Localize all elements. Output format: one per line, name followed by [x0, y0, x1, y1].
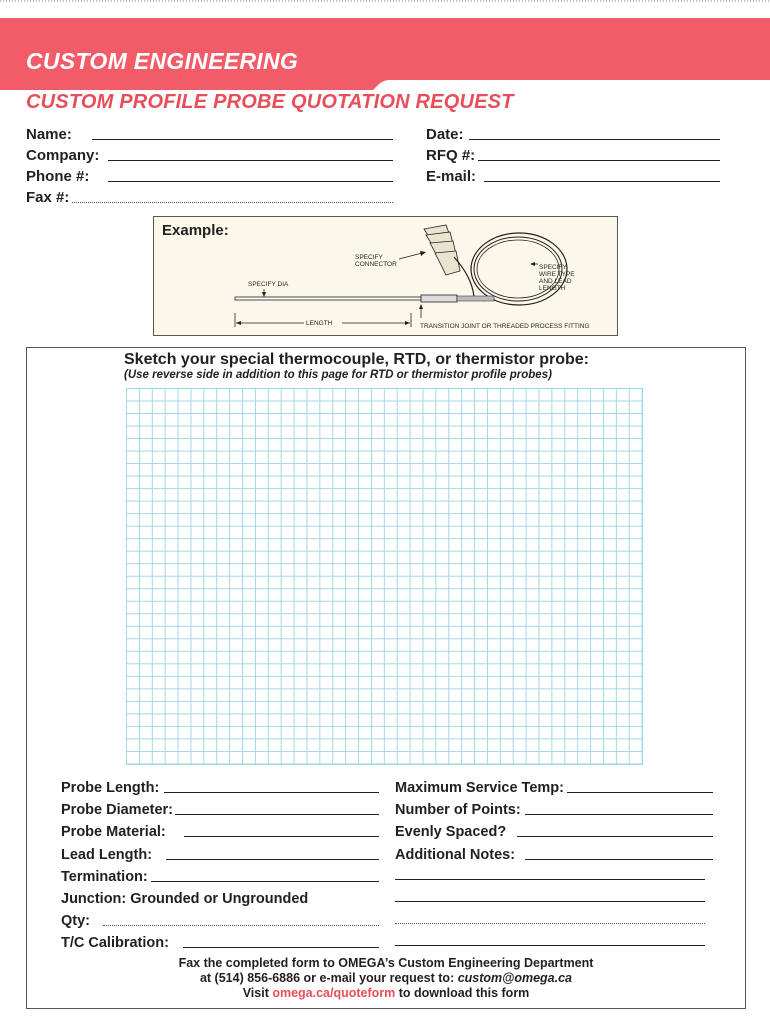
specify-connector-label: SPECIFY CONNECTOR	[355, 254, 397, 268]
max-service-temp-label: Maximum Service Temp:	[395, 780, 564, 796]
company-label: Company:	[26, 147, 100, 164]
termination-field[interactable]	[61, 865, 148, 885]
footer-line-2-text: at (514) 856-6886 or e-mail your request to:	[199, 971, 458, 985]
lead-length-label: Lead Length:	[61, 847, 153, 863]
rfq-input-line[interactable]	[478, 160, 720, 161]
example-diagram	[153, 216, 618, 336]
number-of-points-label: Number of Points:	[395, 802, 521, 818]
phone-input-line[interactable]	[108, 181, 393, 182]
probe-diameter-field[interactable]	[61, 798, 173, 818]
evenly-spaced-line[interactable]	[517, 836, 713, 837]
number-of-points-field[interactable]	[395, 798, 521, 818]
notes-line-4[interactable]	[395, 923, 705, 924]
notes-line-2[interactable]	[395, 879, 705, 880]
rfq-label: RFQ #:	[426, 147, 476, 164]
phone-label: Phone #:	[26, 168, 90, 185]
tc-calibration-label: T/C Calibration:	[61, 935, 169, 951]
phone-field[interactable]	[26, 165, 89, 185]
fax-input-line[interactable]	[72, 202, 393, 203]
additional-notes-line[interactable]	[525, 859, 713, 860]
probe-length-line[interactable]	[164, 792, 379, 793]
qty-label: Qty:	[61, 913, 90, 929]
sketch-title: Sketch your special thermocouple, RTD, or thermistor probe:	[124, 351, 589, 368]
evenly-spaced-field[interactable]	[395, 820, 506, 840]
junction-field[interactable]	[61, 887, 308, 907]
tc-calibration-field[interactable]	[61, 931, 169, 951]
junction-label: Junction: Grounded or Ungrounded	[61, 891, 309, 907]
quoteform-link[interactable]: omega.ca/quoteform	[272, 986, 396, 1000]
specify-wire-label: SPECIFY WIRE TYPE AND LEAD LENGTH	[539, 264, 575, 292]
date-field[interactable]	[426, 123, 464, 143]
fax-field[interactable]	[26, 186, 69, 206]
probe-material-line[interactable]	[184, 836, 379, 837]
footer-visit-text: Visit	[242, 986, 273, 1000]
specify-dia-label: SPECIFY DIA	[248, 281, 289, 288]
length-label: LENGTH	[306, 320, 333, 327]
fax-label: Fax #:	[26, 189, 70, 206]
email-field[interactable]	[426, 165, 476, 185]
termination-label: Termination:	[61, 869, 148, 885]
name-field[interactable]	[26, 123, 72, 143]
form-title: CUSTOM PROFILE PROBE QUOTATION REQUEST	[26, 91, 514, 113]
qty-line[interactable]	[103, 925, 379, 926]
additional-notes-field[interactable]	[395, 843, 515, 863]
footer-download-text: to download this form	[395, 986, 530, 1000]
transition-label: TRANSITION JOINT OR THREADED PROCESS FITTING	[420, 323, 590, 330]
date-label: Date:	[426, 126, 464, 143]
name-input-line[interactable]	[92, 139, 393, 140]
company-field[interactable]	[26, 144, 99, 164]
footer-line-1: Fax the completed form to OMEGA’s Custom Engineering Department	[178, 956, 594, 970]
date-input-line[interactable]	[469, 139, 720, 140]
lead-length-field[interactable]	[61, 843, 152, 863]
probe-material-field[interactable]	[61, 820, 166, 840]
probe-length-field[interactable]	[61, 776, 159, 796]
notes-line-3[interactable]	[395, 901, 705, 902]
footer-line-2	[27, 971, 745, 986]
notes-line-5[interactable]	[395, 945, 705, 946]
sketch-subtitle: (Use reverse side in addition to this page for RTD or thermistor profile probes)	[124, 369, 552, 381]
sketch-grid[interactable]	[126, 388, 643, 765]
qty-field[interactable]	[61, 909, 90, 929]
tc-calibration-line[interactable]	[183, 947, 379, 948]
max-service-temp-field[interactable]	[395, 776, 564, 796]
top-border	[0, 0, 770, 2]
sketch-section	[26, 347, 746, 1009]
probe-diameter-label: Probe Diameter:	[61, 802, 174, 818]
example-title: Example:	[162, 222, 229, 239]
lead-length-line[interactable]	[166, 859, 379, 860]
probe-material-label: Probe Material:	[61, 824, 166, 840]
footer-email-link[interactable]: custom@omega.ca	[457, 971, 573, 985]
number-of-points-line[interactable]	[525, 814, 713, 815]
max-service-temp-line[interactable]	[567, 792, 713, 793]
termination-line[interactable]	[151, 881, 379, 882]
probe-diameter-line[interactable]	[175, 814, 379, 815]
rfq-field[interactable]	[426, 144, 475, 164]
banner-title: CUSTOM ENGINEERING	[26, 48, 299, 74]
email-label: E-mail:	[426, 168, 477, 185]
footer-line-3	[27, 986, 745, 1001]
evenly-spaced-label: Evenly Spaced?	[395, 824, 507, 840]
name-label: Name:	[26, 126, 72, 143]
company-input-line[interactable]	[108, 160, 393, 161]
additional-notes-label: Additional Notes:	[395, 847, 516, 863]
probe-length-label: Probe Length:	[61, 780, 160, 796]
email-input-line[interactable]	[484, 181, 720, 182]
